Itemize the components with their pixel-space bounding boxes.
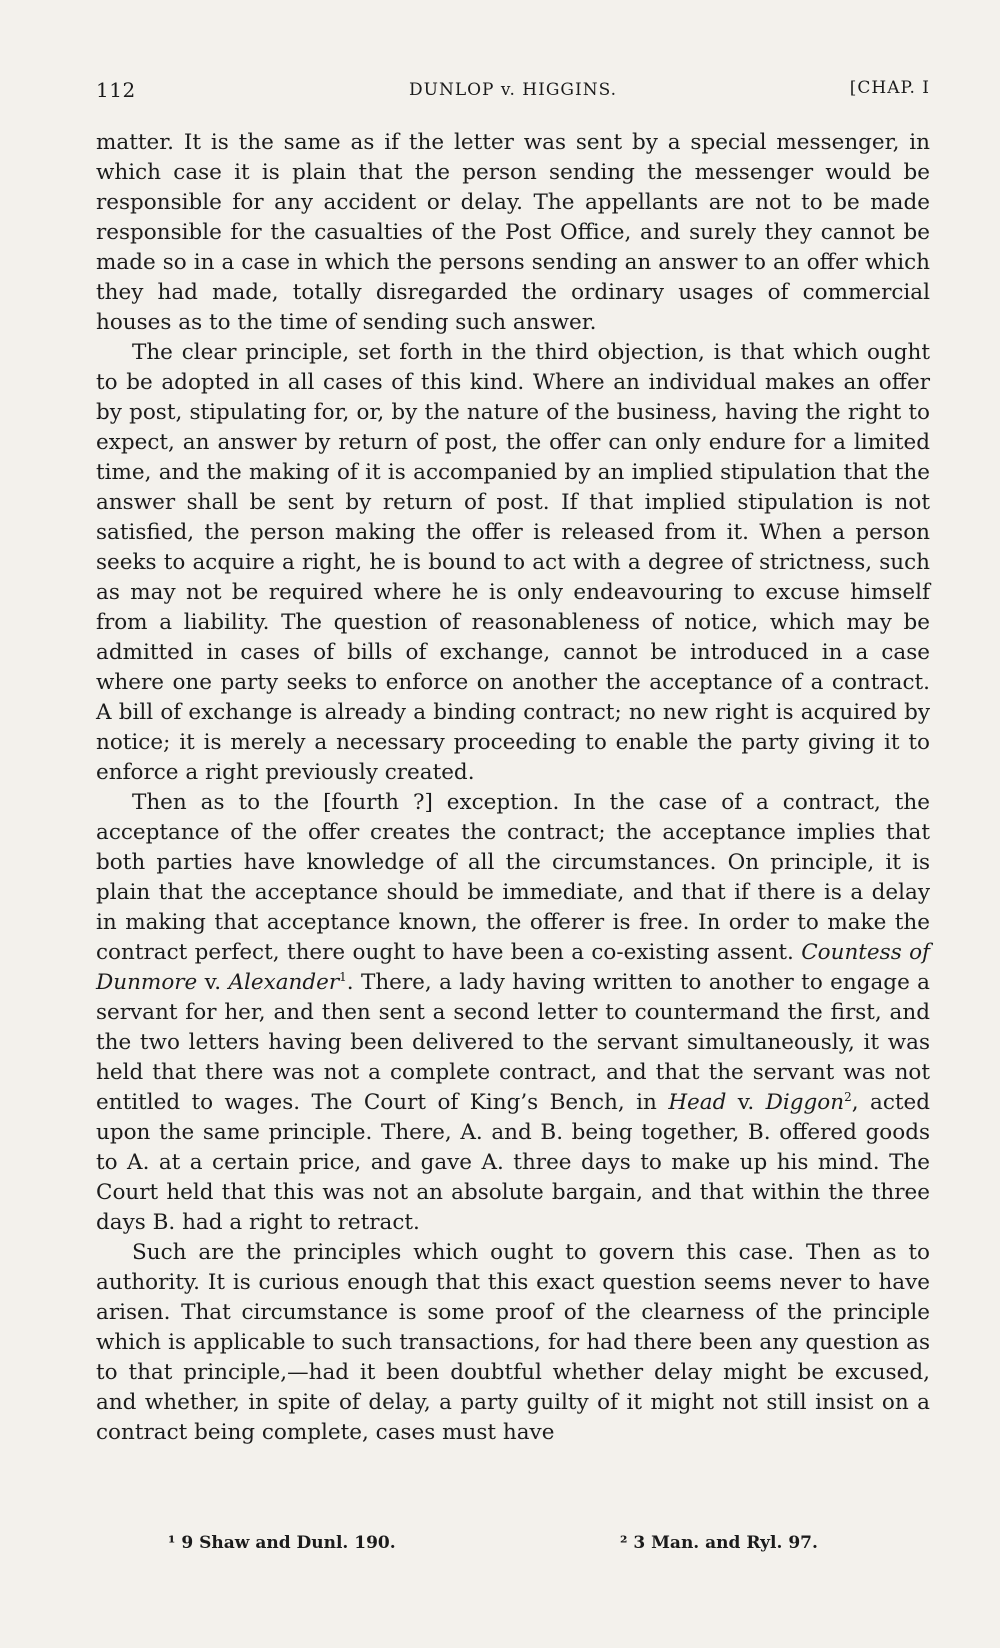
footnote-ref-1: 1 [339,969,347,984]
body-text [96,128,930,1448]
paragraph-1: matter. It is the same as if the letter was sent by a special messenger, in which case it is plain that the person sending the messenger would be responsible for any accident or delay. The appellants are not to be made responsible for the casualties of the Post Office, and surely they cannot be made so in a case in which the persons sending an answer to an offer which they had made, totally disregarded the ordinary usages of commercial houses as to the time of sending such answer. [96,130,930,335]
page-number: 112 [96,78,136,102]
book-page [96,70,930,1630]
paragraph-4: Such are the principles which ought to govern this case. Then as to authority. It is curious enough that this exact question seems never to have arisen. That circumstance is some proof of the clearness of the principle which is applicable to such transactions, for had there been any question as to that principle,—had it been doubtful whether delay might be excused, and whether, in spite of delay, a party guilty of it might not still insist on a contract being complete, cases must have [96,1240,930,1445]
case-citation-dunmore: Countess of Dunmore [96,940,930,995]
footnote-ref-2: 2 [844,1089,852,1104]
paragraph-2: The clear principle, set forth in the third objection, is that which ought to be adopted in all cases of this kind. Where an individual makes an offer by post, stipulating for, or, by the nature of the business, having the right to expect, an answer by return of post, the offer can only endure for a limited time, and the making of it is accompanied by an implied stipulation that the answer shall be sent by return of post. If that implied stipulation is not satisfied, the person making the offer is released from it. When a person seeks to acquire a right, he is bound to act with a degree of strictness, such as may not be required where he is only endeavouring to excuse himself from a liability. The question of reasonableness of notice, which may be admitted in cases of bills of exchange, cannot be introduced in a case where one party seeks to enforce on another the acceptance of a contract. A bill of exchange is already a binding contract; no new right is acquired by notice; it is merely a necessary proceeding to enable the party giving it to enforce a right previously created. [96,340,930,785]
running-title: DUNLOP v. HIGGINS. [408,80,618,100]
case-citation-diggon: Diggon [765,1090,845,1115]
case-citation-alexander: Alexander [228,970,340,995]
chapter-label: [CHAP. I [849,78,930,98]
footnote-1: ¹ 9 Shaw and Dunl. 190. [168,1533,396,1553]
running-header [96,70,930,110]
case-citation-head: Head [668,1090,727,1115]
case-versus: v. [197,970,229,995]
footnote-2: ² 3 Man. and Ryl. 97. [620,1533,818,1553]
case-versus: v. [726,1090,766,1115]
paragraph-3-text-b: . There, a lady having written to another to engage a servant for her, and then sent a second letter to countermand the first, and the two letters having been delivered to the servant simultaneously, it was held that there was not a complete contract, and that the servant was not entitled to wages. The Court of King’s Bench, in [96,970,930,1115]
paragraph-3-text-c: , acted upon the same principle. There, A. and B. being together, B. offered goods to A. at a certain price, and gave A. three days to make up his mind. The Court held that this was not an absolute bargain, and that within the three days B. had a right to retract. [96,1090,930,1235]
paragraph-3-text-a: Then as to the [fourth ?] exception. In the case of a contract, the acceptance of the offer creates the contract; the acceptance implies that both parties have knowledge of all the circumstances. On principle, it is plain that the acceptance should be immediate, and that if there is a delay in making that acceptance known, the offerer is free. In order to make the contract perfect, there ought to have been a co-existing assent. [96,790,930,965]
paragraph-3 [96,788,930,1238]
